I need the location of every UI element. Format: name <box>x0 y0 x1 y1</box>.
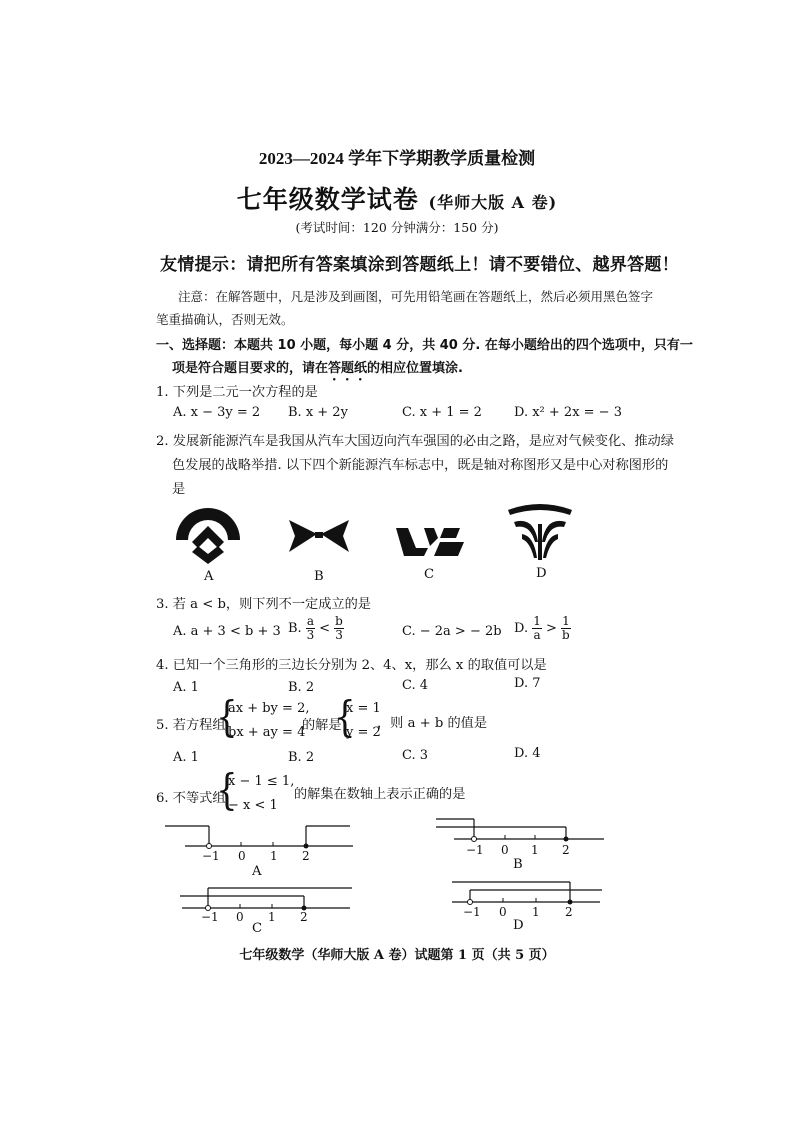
q5-option-b: B. 2 <box>288 750 315 765</box>
axis-a-tick-0: 0 <box>238 849 246 863</box>
fraction-a-over-3 <box>306 615 315 642</box>
logo-label-c: C <box>424 567 435 582</box>
q5-prefix: 5. 若方程组 <box>156 718 226 733</box>
q5-option-a: A. 1 <box>173 750 199 765</box>
axis-c-tick-2: 2 <box>300 910 308 924</box>
fraction-denominator: 3 <box>335 628 343 642</box>
section1-heading-line2 <box>172 357 463 384</box>
q4-option-c: C. 4 <box>402 678 429 693</box>
axis-b-tick-2: 2 <box>562 843 570 857</box>
exam-info: (考试时间：120 分钟满分：150 分) <box>295 220 499 235</box>
logo-label-d: D <box>536 566 547 581</box>
section1-heading-part-b: 的相应位置填涂. <box>367 361 463 376</box>
number-line-b <box>434 813 606 853</box>
graph-label-c: C <box>252 921 263 936</box>
car-logo-a <box>172 500 244 566</box>
logo-label-b: B <box>314 569 324 584</box>
car-logo-d <box>504 502 576 562</box>
note-line1: 注意：在解答题中，凡是涉及到画图，可先用铅笔画在答题纸上，然后必须用黑色签字 <box>178 289 654 304</box>
q1-option-c: C. x + 1 = 2 <box>402 405 482 420</box>
q2-stem-line1: 2. 发展新能源汽车是我国从汽车大国迈向汽车强国的必由之路，是应对气候变化、推动绿 <box>156 434 674 449</box>
q3-option-d-prefix: D. <box>514 621 529 636</box>
axis-a-tick-2: 2 <box>302 849 310 863</box>
fraction-1-over-b <box>561 615 571 642</box>
q4-option-b: B. 2 <box>288 680 315 695</box>
number-line-a <box>165 820 355 860</box>
car-logo-c <box>394 524 466 558</box>
axis-b-tick--1: −1 <box>466 843 484 857</box>
q2-stem-line2: 色发展的战略举措. 以下四个新能源汽车标志中，既是轴对称图形又是中心对称图形的 <box>172 458 669 473</box>
exam-title-main: 七年级数学试卷 <box>236 185 419 214</box>
axis-a-tick-1: 1 <box>270 849 278 863</box>
logo-label-a: A <box>204 569 214 584</box>
axis-b-tick-1: 1 <box>531 843 539 857</box>
q5-suffix: ，则 a + b 的值是 <box>377 716 488 731</box>
q3-option-b-prefix: B. <box>288 621 302 636</box>
q5-system-brace: { <box>216 692 238 742</box>
less-than-sign: < <box>319 621 331 636</box>
q1-stem: 1. 下列是二元一次方程的是 <box>156 385 318 400</box>
axis-b-tick-0: 0 <box>501 843 509 857</box>
graph-label-b: B <box>513 857 523 872</box>
axis-d-tick-1: 1 <box>532 905 540 919</box>
fraction-b-over-3 <box>334 615 344 642</box>
q3-option-b <box>288 615 344 642</box>
exam-title-edition: (华师大版 A 卷) <box>428 193 558 212</box>
exam-title-line1: 2023—2024 学年下学期教学质量检测 <box>258 149 536 168</box>
q5-solution-2: y = 2 <box>346 725 381 740</box>
q6-system-brace: { <box>216 765 238 815</box>
q4-option-a: A. 1 <box>173 680 199 695</box>
exam-title-line2 <box>0 180 794 216</box>
q5-solution-brace: { <box>334 692 356 742</box>
fraction-denominator: 3 <box>306 628 315 642</box>
friendly-tip: 友情提示：请把所有答案填涂到答题纸上！请不要错位、越界答题！ <box>160 255 679 275</box>
axis-d-tick-0: 0 <box>499 905 507 919</box>
axis-d-tick-2: 2 <box>565 905 573 919</box>
axis-d-tick--1: −1 <box>463 905 481 919</box>
q3-option-d <box>514 615 571 642</box>
axis-c-tick--1: −1 <box>201 910 219 924</box>
q5-equation-1: ax + by = 2, <box>228 701 310 716</box>
q5-equation-2: bx + ay = 4 <box>228 725 306 740</box>
q6-suffix: 的解集在数轴上表示正确的是 <box>294 787 466 802</box>
graph-label-d: D <box>513 918 524 933</box>
q5-solution-1: x = 1 <box>346 701 381 716</box>
axis-c-tick-1: 1 <box>268 910 276 924</box>
section1-heading-part-a: 项是符合题目要求的，请在 <box>172 361 329 376</box>
q5-option-d: D. 4 <box>514 746 541 761</box>
fraction-numerator: 1 <box>562 614 570 628</box>
page-footer: 七年级数学（华师大版 A 卷）试题第 1 页（共 5 页） <box>239 948 555 963</box>
axis-c-tick-0: 0 <box>236 910 244 924</box>
greater-than-sign: > <box>546 621 557 636</box>
fraction-1-over-a <box>532 615 542 642</box>
fraction-denominator: b <box>562 628 570 642</box>
car-logo-b <box>287 516 351 556</box>
q3-stem: 3. 若 a < b，则下列不一定成立的是 <box>156 597 371 612</box>
q3-option-c: C. − 2a > − 2b <box>402 624 502 639</box>
axis-a-tick--1: −1 <box>202 849 220 863</box>
q1-option-d: D. x² + 2x = − 3 <box>514 405 622 420</box>
fraction-numerator: a <box>306 614 314 628</box>
section1-heading-emphasis: 答题纸 <box>328 361 368 376</box>
q3-option-a: A. a + 3 < b + 3 <box>173 624 281 639</box>
graph-label-a: A <box>252 864 262 879</box>
q2-stem-line3: 是 <box>172 482 186 497</box>
q1-option-a: A. x − 3y = 2 <box>173 405 261 420</box>
q4-stem: 4. 已知一个三角形的三边长分别为 2、4、x，那么 x 的取值可以是 <box>156 658 547 673</box>
q6-inequality-1: x − 1 ≤ 1, <box>228 774 295 789</box>
section1-heading-line1: 一、选择题：本题共 10 小题，每小题 4 分，共 40 分. 在每小题给出的四个选项中，只有一 <box>156 338 693 353</box>
fraction-numerator: 1 <box>533 614 541 628</box>
q6-inequality-2: − x < 1 <box>228 798 278 813</box>
q6-prefix: 6. 不等式组 <box>156 791 226 806</box>
q1-option-b: B. x + 2y <box>288 405 348 420</box>
fraction-numerator: b <box>335 614 343 628</box>
fraction-denominator: a <box>533 628 541 642</box>
q5-mid-text: 的解是 <box>302 718 342 733</box>
note-line2: 笔重描确认，否则无效。 <box>156 312 294 327</box>
q4-option-d: D. 7 <box>514 676 541 691</box>
q5-option-c: C. 3 <box>402 748 429 763</box>
